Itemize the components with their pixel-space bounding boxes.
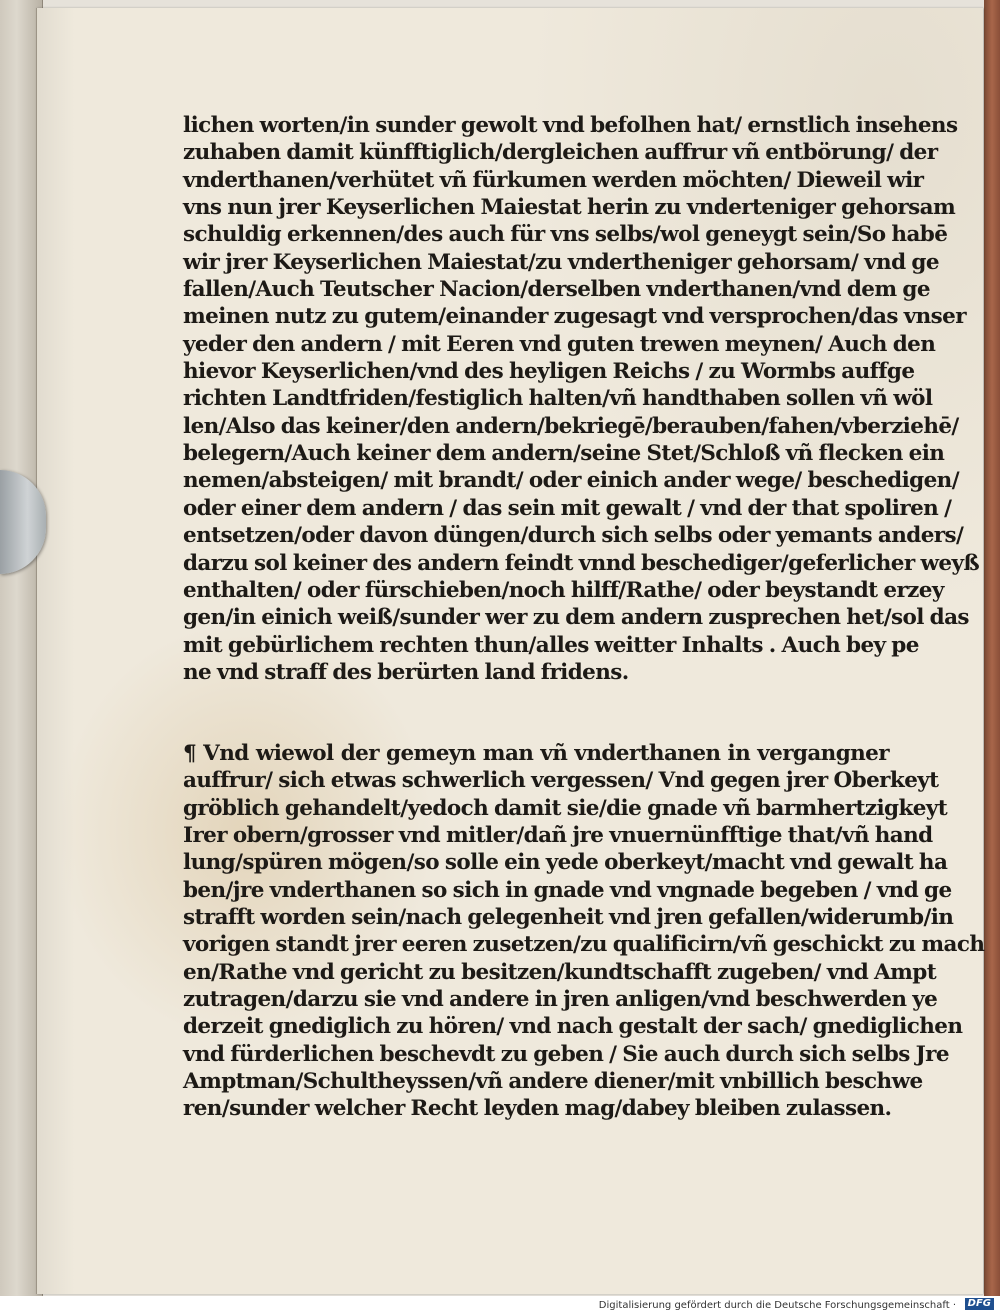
text-line: hievor Keyserlichen/vnd des heyligen Reichs / zu Wormbs auffge: [183, 359, 915, 385]
text-line: zuhaben damit künfftiglich/dergleichen auffrur vñ entbörung/ der: [183, 140, 938, 166]
paragraph-2: [183, 740, 985, 1123]
text-line: derzeit gnediglich zu hören/ vnd nach gestalt der sach/ gnediglichen: [183, 1014, 963, 1040]
text-line: vnd fürderlichen beschevdt zu geben / Sie auch durch sich selbs Jre: [183, 1041, 949, 1067]
text-line: en/Rathe vnd gericht zu besitzen/kundtschafft zugeben/ vnd Ampt: [183, 959, 937, 985]
text-line: vnderthanen/verhütet vñ fürkumen werden möchten/ Dieweil wir: [183, 167, 924, 193]
text-line: yeder den andern / mit Eeren vnd guten trewen meynen/ Auch den: [183, 331, 936, 357]
text-line: lung/spüren mögen/so solle ein yede oberkeyt/macht vnd gewalt ha: [183, 850, 948, 876]
text-line: vorigen standt jrer eeren zusetzen/zu qualificirn/vñ geschickt zu mach: [183, 932, 985, 958]
text-line: len/Also das keiner/den andern/bekriegē/berauben/fahen/vberziehē/: [183, 413, 959, 439]
text-line: entsetzen/oder davon düngen/durch sich selbs oder yemants anders/: [183, 523, 964, 549]
text-line: enthalten/ oder fürschieben/noch hilff/Rathe/ oder beystandt erzey: [183, 577, 944, 603]
paragraph-1: [183, 112, 980, 686]
text-line: fallen/Auch Teutscher Nacion/derselben vnderthanen/vnd dem ge: [183, 277, 930, 303]
text-line: ne vnd straff des berürten land fridens.: [183, 659, 629, 685]
text-line: strafft worden sein/nach gelegenheit vnd jren gefallen/widerumb/in: [183, 905, 954, 931]
book-cover-right-edge: [984, 0, 1000, 1296]
text-line: gröblich gehandelt/yedoch damit sie/die gnade vñ barmhertzigkeyt: [183, 795, 948, 821]
text-line: lichen worten/in sunder gewolt vnd befolhen hat/ ernstlich insehens: [183, 113, 958, 138]
footer-bar: [0, 1296, 1000, 1312]
text-line: meinen nutz zu gutem/einander zugesagt vnd versprochen/das vnser: [183, 304, 966, 330]
text-line: auffrur/ sich etwas schwerlich vergessen/ Vnd gegen jrer Oberkeyt: [183, 768, 939, 794]
text-line: Irer obern/grosser vnd mitler/dañ jre vnuernünfftige that/vñ hand: [183, 823, 933, 849]
text-line: schuldig erkennen/des auch für vns selbs/wol geneygt sein/So habē: [183, 222, 948, 248]
dfg-logo: DFG: [965, 1298, 994, 1310]
funding-credit: Digitalisierung gefördert durch die Deutsche Forschungsgemeinschaft ·: [598, 1300, 956, 1311]
text-line: vns nun jrer Keyserlichen Maiestat herin zu vnderteniger gehorsam: [183, 195, 956, 221]
text-line: mit gebürlichem rechten thun/alles weitter Inhalts . Auch bey pe: [183, 632, 919, 658]
text-line: darzu sol keiner des andern feindt vnnd beschediger/geferlicher weyß: [183, 550, 980, 576]
text-line: oder einer dem andern / das sein mit gewalt / vnd der that spoliren /: [183, 495, 952, 521]
text-line: belegern/Auch keiner dem andern/seine Stet/Schloß vñ flecken ein: [183, 441, 945, 467]
scanned-page: [36, 8, 983, 1294]
text-line: ben/jre vnderthanen so sich in gnade vnd vngnade begeben / vnd ge: [183, 877, 952, 903]
text-line: wir jrer Keyserlichen Maiestat/zu vndertheniger gehorsam/ vnd ge: [183, 249, 939, 275]
text-line: ren/sunder welcher Recht leyden mag/dabey bleiben zulassen.: [183, 1096, 892, 1122]
text-line: zutragen/darzu sie vnd andere in jren anligen/vnd beschwerden ye: [183, 987, 938, 1013]
text-line: ¶ Vnd wiewol der gemeyn man vñ vnderthanen in vergangner: [183, 741, 889, 766]
text-line: Amptman/Schultheyssen/vñ andere diener/mit vnbillich beschwe: [183, 1069, 923, 1095]
text-line: richten Landtfriden/festiglich halten/vñ handthaben sollen vñ wöl: [183, 386, 933, 412]
text-line: gen/in einich weiß/sunder wer zu dem andern zusprechen het/sol das: [183, 605, 969, 631]
text-line: nemen/absteigen/ mit brandt/ oder einich ander wege/ beschedigen/: [183, 468, 959, 494]
